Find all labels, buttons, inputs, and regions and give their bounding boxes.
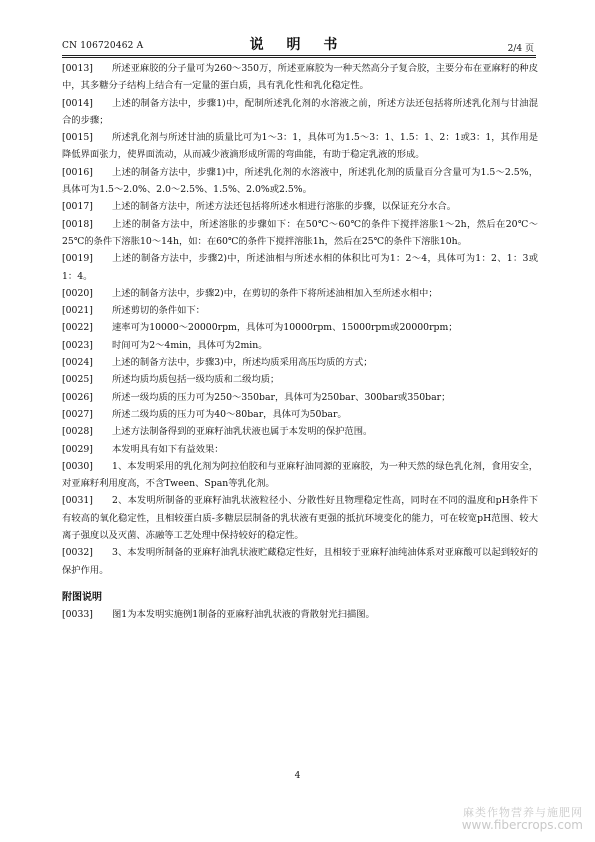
paragraph-number: [0015] [62,132,93,144]
header-rule-secondary [62,57,536,58]
paragraph-text: 上述的制备方法中，步骤3)中，所述均质采用高压均质的方式； [112,357,373,369]
paragraph-number: [0029] [62,443,93,455]
paragraph-text: 上述的制备方法中，步骤1)中，所述乳化剂的水溶液中，所述乳化剂的质量百分含量可为1.5～2.5%，具体可为1.5～2.0%、2.0～2.5%、1.5%、2.0%或2.5%。 [62,166,538,196]
figure-paragraph-list [62,606,538,623]
paragraph-number: [0033] [62,608,93,620]
watermark-site-name: 麻类作物营养与施肥网 [463,806,583,819]
paragraph-number: [0028] [62,426,93,438]
paragraph-number: [0017] [62,201,93,213]
paragraph-text: 所述一级均质的压力可为250～350bar，具体可为250bar、300bar或350bar； [112,391,451,403]
paragraph-number: [0030] [62,460,93,472]
paragraph-number: [0022] [62,322,93,334]
paragraph-text: 3、本发明所制备的亚麻籽油乳状液贮藏稳定性好，且相较于亚麻籽油纯油体系对亚麻酸可以起到较好的保护作用。 [62,547,538,576]
page-indicator: 2/4 页 [507,44,534,54]
paragraph [62,606,538,623]
page-header [62,33,534,53]
publication-number: CN 106720462 A [62,41,144,51]
paragraph-number: [0024] [62,357,93,369]
paragraph-text: 上述的制备方法中，步骤2)中，在剪切的条件下将所述油相加入至所述水相中； [112,287,438,299]
paragraph-text: 所述均质均质包括一级均质和二级均质； [112,374,280,386]
paragraph-number: [0032] [62,547,93,559]
paragraph-number: [0021] [62,305,93,317]
paragraph-text: 本发明具有如下有益效果： [112,443,224,455]
paragraph [62,250,538,285]
paragraph [62,95,538,130]
paragraph-number: [0019] [62,253,93,265]
paragraph-number: [0025] [62,374,93,386]
watermark-url: www.fibercrops.com [461,818,583,832]
paragraph [62,458,538,493]
watermark [462,806,583,832]
paragraph-text: 2、本发明所制备的亚麻籽油乳状液粒径小、分散性好且物理稳定性高，同时在不同的温度和pH条件下有较高的氧化稳定性，且相较蛋白质-多糖层层制备的乳状液有更强的抵抗环境变化的能力，可在较宽pH范围、较大离子强度以及灭菌、冻融等工艺处理中保持较好的稳定性。 [62,495,538,542]
paragraph-text: 上述的制备方法中，所述溶胀的步骤如下：在50℃～60℃的条件下搅拌溶胀1～2h，然后在20℃～25℃的条件下溶胀10～14h，如：在60℃的条件下搅拌溶胀1h，然后在25℃的条件下溶胀10h。 [62,218,538,247]
paragraph-text: 上述方法制备得到的亚麻籽油乳状液也属于本发明的保护范围。 [112,426,373,438]
paragraph-list [62,60,538,579]
paragraph-number: [0018] [62,218,93,230]
paragraph-number: [0016] [62,166,93,178]
paragraph-number: [0013] [62,63,93,74]
paragraph [62,389,538,406]
page-number: 4 [294,771,301,781]
paragraph-text: 上述的制备方法中，所述方法还包括将所述水相进行溶胀的步骤，以保证充分水合。 [112,201,456,213]
paragraph-number: [0027] [62,408,93,420]
paragraph-number: [0026] [62,391,93,403]
section-heading: 附图说明 [62,591,102,603]
paragraph-text: 1、本发明采用的乳化剂为阿拉伯胶和与亚麻籽油同源的亚麻胶，为一种天然的绿色乳化剂，食用安全，对亚麻籽利用度高，不含Tween、Span等乳化剂。 [62,460,538,490]
document-title: 说 明 书 [249,37,347,53]
paragraph-text: 速率可为10000～20000rpm，具体可为10000rpm、15000rpm或20000rpm； [112,322,458,334]
paragraph-text: 上述的制备方法中，步骤2)中，所述油相与所述水相的体积比可为1：2～4，具体可为1：2、1：3或1：4。 [62,253,538,282]
paragraph [62,492,538,544]
paragraph [62,302,538,319]
paragraph-text: 所述亚麻胶的分子量可为260～350万，所述亚麻胶为一种天然高分子复合胶，主要分布在亚麻籽的种皮中，其多糖分子结构上结合有一定量的蛋白质，具有乳化性和乳化稳定性。 [62,63,538,92]
paragraph-number: [0023] [62,339,93,351]
paragraph-text: 所述剪切的条件如下： [112,305,205,317]
paragraph [62,319,538,336]
paragraph [62,441,538,458]
paragraph-text: 时间可为2～4min，具体可为2min。 [112,339,268,351]
paragraph [62,423,538,440]
paragraph [62,198,538,215]
paragraph-text: 上述的制备方法中，步骤1)中，配制所述乳化剂的水溶液之前，所述方法还包括将所述乳化剂与甘油混合的步骤； [62,97,538,126]
paragraph-text: 图1为本发明实施例1制备的亚麻籽油乳状液的背散射光扫描图。 [112,608,375,620]
paragraph-text: 所述乳化剂与所述甘油的质量比可为1～3：1，具体可为1.5～3：1、1.5：1、2：1或3：1，其作用是降低界面张力，使界面流动，从而减少液滴形成所需的弯曲能，有助于稳定乳液的形成。 [62,132,538,161]
paragraph-number: [0020] [62,287,93,299]
paragraph [62,337,538,354]
paragraph [62,544,538,579]
header-rule [62,55,536,56]
paragraph-text: 所述二级均质的压力可为40～80bar，具体可为50bar。 [112,408,347,420]
paragraph-number: [0031] [62,495,93,507]
paragraph [62,216,538,251]
paragraph [62,371,538,388]
paragraph [62,285,538,302]
paragraph [62,60,538,95]
paragraph [62,164,538,199]
paragraph [62,129,538,164]
paragraph-number: [0014] [62,97,93,109]
paragraph [62,406,538,423]
paragraph [62,354,538,371]
document-body [62,60,538,623]
